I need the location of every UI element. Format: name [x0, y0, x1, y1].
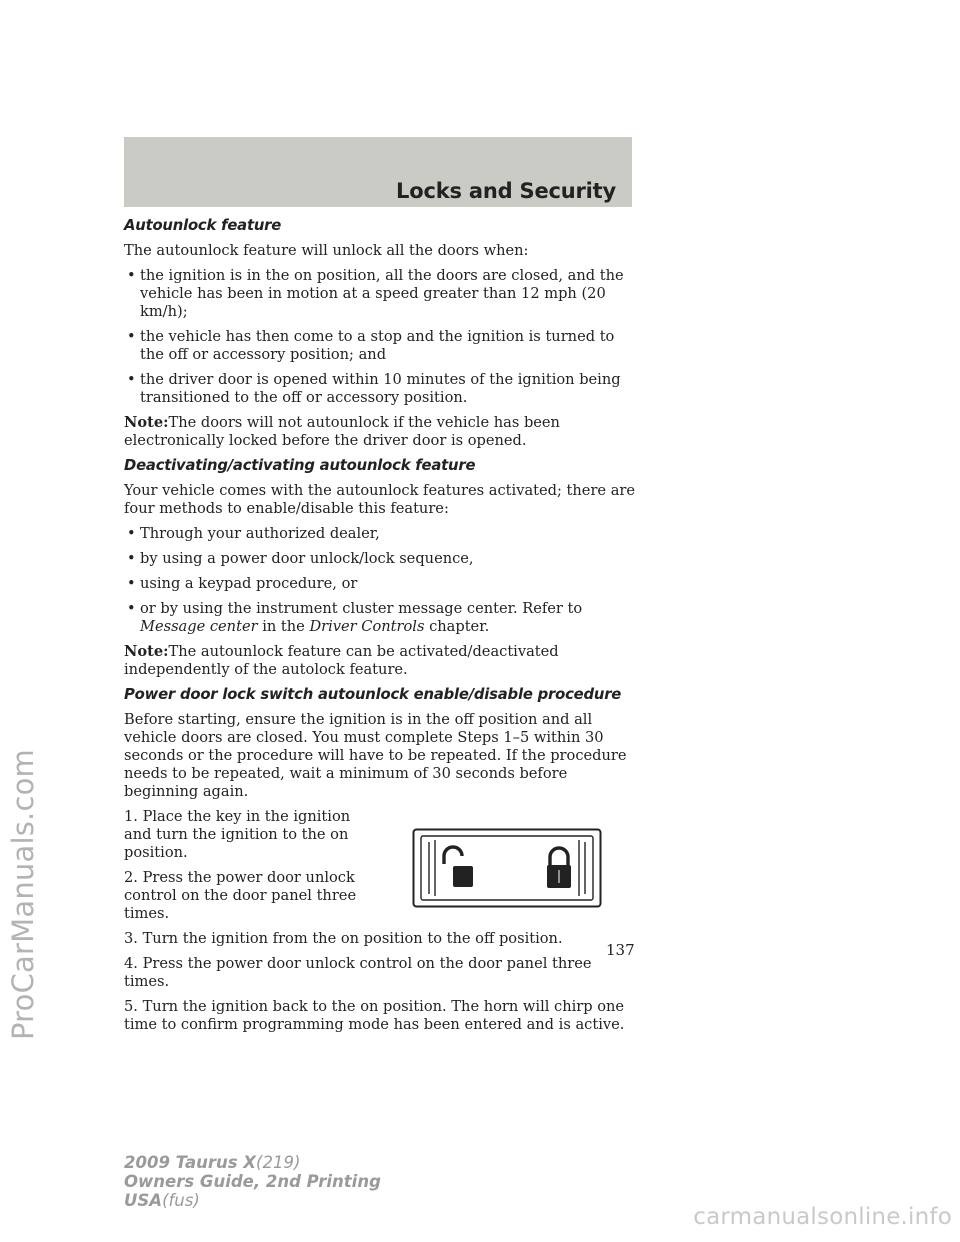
list-item [124, 328, 638, 364]
list-item-text: Through your authorized dealer, [140, 525, 380, 542]
bullet-icon: • [127, 600, 136, 617]
steps-with-figure [124, 808, 638, 930]
footer-market-code: (fus) [162, 1191, 200, 1210]
footer-code: (219) [256, 1153, 301, 1172]
list-item [124, 371, 638, 407]
door-lock-switch-figure [412, 828, 602, 908]
text-run: chapter. [424, 618, 490, 635]
list-item [124, 525, 638, 543]
list-item-text: using a keypad procedure, or [140, 575, 358, 592]
list-item [124, 550, 638, 568]
step-item: 1. Place the key in the ignition and turn the ignition to the on position. [124, 808, 351, 861]
side-watermark: ProCarManuals.com [6, 749, 40, 1040]
chapter-title: Locks and Security [396, 179, 616, 203]
heading-procedure: Power door lock switch autounlock enable/disable procedure [124, 686, 622, 703]
chapter-header-band [124, 137, 632, 207]
step-item: 3. Turn the ignition from the on position to the off position. [124, 930, 563, 947]
bullet-icon: • [127, 575, 136, 592]
list-item-text: the driver door is opened within 10 minutes of the ignition being transitioned to the off or accessory position. [140, 371, 621, 406]
bullet-icon: • [127, 525, 136, 542]
note-label: Note: [124, 414, 169, 431]
note-text: The doors will not autounlock if the vehicle has been electronically locked before the driver door is opened. [124, 414, 560, 449]
step-item: 4. Press the power door unlock control on the door panel three times. [124, 955, 592, 990]
deactivating-intro: Your vehicle comes with the autounlock features activated; there are four methods to enable/disable this feature: [124, 482, 636, 517]
note-label: Note: [124, 643, 169, 660]
list-item-text: the ignition is in the on position, all the doors are closed, and the vehicle has been in motion at a speed greater than 12 mph (20 km/h); [140, 267, 624, 320]
bottom-watermark: carmanualsonline.info [693, 1204, 952, 1230]
step-item: 2. Press the power door unlock control on the door panel three times. [124, 869, 357, 922]
bullet-icon: • [127, 550, 136, 567]
list-item-text: the vehicle has then come to a stop and the ignition is turned to the off or accessory position; and [140, 328, 615, 363]
list-item [124, 575, 638, 593]
xref-driver-controls: Driver Controls [309, 618, 425, 635]
procedure-intro: Before starting, ensure the ignition is in the off position and all vehicle doors are closed. You must complete Steps 1–5 within 30 seconds or the procedure will have to be repeated. If the procedure needs to be repeated, wait a minimum of 30 seconds before beginning again. [124, 711, 627, 800]
text-run: in the [257, 618, 310, 635]
heading-deactivating: Deactivating/activating autounlock feature [124, 457, 476, 474]
heading-autounlock: Autounlock feature [124, 217, 282, 234]
footer-line [124, 1153, 381, 1172]
autounlock-note [124, 414, 638, 450]
deactivating-note [124, 643, 638, 679]
bullet-icon: • [127, 371, 136, 388]
page-number: 137 [606, 941, 635, 959]
step-item: 5. Turn the ignition back to the on position. The horn will chirp one time to confirm programming mode has been entered and is active. [124, 998, 625, 1033]
page-content [124, 217, 638, 1041]
list-item [124, 600, 638, 636]
list-item-text [140, 600, 638, 636]
bullet-icon: • [127, 267, 136, 284]
footer-line [124, 1191, 381, 1210]
autounlock-intro: The autounlock feature will unlock all the doors when: [124, 242, 529, 259]
text-run: or by using the instrument cluster message center. Refer to [140, 600, 583, 617]
note-text: The autounlock feature can be activated/deactivated independently of the autolock feature. [124, 643, 559, 678]
footer-line [124, 1172, 381, 1191]
list-item-text: by using a power door unlock/lock sequence, [140, 550, 474, 567]
footer-model: 2009 Taurus X [124, 1153, 257, 1172]
footer-market: USA [124, 1191, 163, 1210]
print-footer [124, 1153, 381, 1210]
footer-edition: Owners Guide, 2nd Printing [124, 1172, 381, 1191]
xref-message-center: Message center [140, 618, 258, 635]
steps-left-column [124, 808, 380, 930]
bullet-icon: • [127, 328, 136, 345]
list-item [124, 267, 638, 321]
